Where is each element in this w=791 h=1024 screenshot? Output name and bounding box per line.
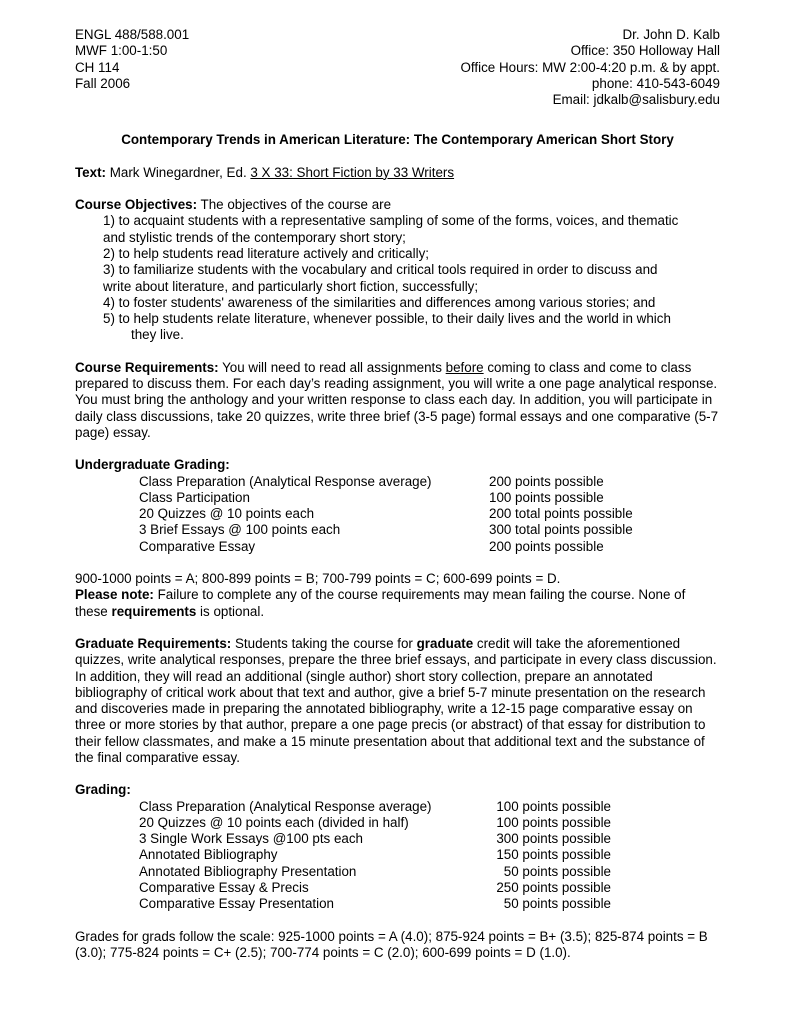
- instructor-office: Office: 350 Holloway Hall: [570, 43, 720, 59]
- course-title: Contemporary Trends in American Literature: The Contemporary American Short Story: [121, 132, 674, 148]
- grading-points: 200 points possible: [489, 538, 604, 554]
- objective-item: [103, 213, 720, 246]
- ug-grading-section: [75, 457, 720, 555]
- grad-scale: Grades for grads follow the scale: 925-1000 points = A (4.0); 875-924 points = B+ (3.5); 825-874 points = B (3.0); 775-824 points = C+ (2.5); 700-774 points = C (2.0); 600-699 points = D (1.0).: [75, 928, 708, 960]
- grading-points: 250 points possible: [496, 880, 611, 896]
- office-hours: Office Hours: MW 2:00-4:20 p.m. & by appt.: [460, 59, 720, 75]
- course-info: [75, 27, 189, 108]
- grad-requirements-section: [75, 636, 720, 766]
- text-author: Mark Winegardner, Ed.: [106, 164, 251, 180]
- grading-item: Annotated Bibliography Presentation: [139, 863, 357, 879]
- objective-line: 3) to familiarize students with the vocabulary and critical tools required in order to discuss and: [103, 262, 658, 278]
- grading-points: 200 total points possible: [489, 506, 633, 522]
- course-time: MWF 1:00-1:50: [75, 43, 168, 59]
- grading-row: [139, 474, 720, 490]
- grad-requirements-text: credit will take the aforementioned quizzes, write analytical responses, prepare the three brief essays, and participate in every class discussion. In addition, they will read an additional (single author) short story collection, prepare an annotated bibliography of critical work about that text and author, give a brief 5-7 minute presentation on the research and discoveries made in preparing the annotated bibliography, write a 12-15 page comparative essay on three or more stories by that author, prepare a one page precis (or abstract) of that essay for distribution to their fellow classmates, and make a 15 minute presentation about that additional text and the substance of the final comparative essay.: [75, 635, 717, 765]
- header: [75, 27, 720, 108]
- grading-item: Annotated Bibliography: [139, 847, 278, 863]
- grading-row: [139, 506, 720, 522]
- requirements-text: You will need to read all assignments: [218, 359, 446, 375]
- note-text: Failure to complete any of the course requirements may mean failing the course. None of these: [75, 587, 686, 619]
- grad-grading-table: [75, 799, 720, 913]
- grading-points: 300 points possible: [496, 831, 611, 847]
- grading-item: 3 Single Work Essays @100 pts each: [139, 831, 363, 847]
- grading-points: 150 points possible: [496, 847, 611, 863]
- ug-grading-table: [75, 474, 720, 555]
- objective-item: [103, 295, 720, 311]
- grading-points: 100 points possible: [496, 814, 611, 830]
- grading-row: [139, 522, 720, 538]
- grading-points: 50 points possible: [503, 896, 611, 912]
- grading-item: Comparative Essay Presentation: [139, 896, 335, 912]
- ug-scale: 900-1000 points = A; 800-899 points = B; 700-799 points = C; 600-699 points = D.: [75, 571, 561, 587]
- objective-line: 4) to foster students' awareness of the similarities and differences among various stories; and: [103, 294, 656, 310]
- grading-points: 200 points possible: [489, 473, 604, 489]
- grading-row: [139, 539, 720, 555]
- grading-row: [139, 831, 720, 847]
- grading-row: [139, 815, 720, 831]
- objective-line: 1) to acquaint students with a representative sampling of some of the forms, voices, and thematic: [103, 213, 679, 229]
- grading-row: [139, 896, 720, 912]
- grading-row: [139, 864, 720, 880]
- grading-item: 3 Brief Essays @ 100 points each: [139, 522, 341, 538]
- grading-row: [139, 847, 720, 863]
- objectives-list: [75, 213, 720, 343]
- instructor-info: [461, 27, 721, 108]
- requirements-emphasis: before: [445, 359, 484, 375]
- objective-item: [103, 246, 720, 262]
- ug-scale-section: [75, 571, 720, 620]
- requirements-text: coming to class and come to class prepared to discuss them. For each day’s reading assignment, you will write a one page analytical response. You must bring the anthology and your written response to class each day. In addition, you will participate in daily class discussions, take 20 quizzes, write three brief (3-5 page) formal essays and one comparative (5-7 page) essay.: [75, 359, 719, 440]
- grading-item: Class Preparation (Analytical Response average): [139, 798, 432, 814]
- grad-requirements-label: Graduate Requirements:: [75, 635, 232, 651]
- note-text: is optional.: [196, 603, 265, 619]
- grading-row: [139, 799, 720, 815]
- course-room: CH 114: [75, 59, 120, 75]
- grading-item: Comparative Essay: [139, 538, 256, 554]
- grading-item: 20 Quizzes @ 10 points each: [139, 506, 315, 522]
- objective-line: they live.: [131, 327, 184, 343]
- grad-requirements-text: Students taking the course for: [231, 635, 417, 651]
- objectives-intro: The objectives of the course are: [197, 197, 392, 213]
- note-emphasis: requirements: [111, 603, 197, 619]
- instructor-email: Email: jdkalb@salisbury.edu: [552, 92, 720, 108]
- requirements-section: [75, 360, 720, 441]
- grading-item: Comparative Essay & Precis: [139, 880, 309, 896]
- objectives-section: [75, 197, 720, 344]
- grading-item: Class Preparation (Analytical Response average): [139, 473, 432, 489]
- please-note: [75, 587, 720, 620]
- instructor-phone: phone: 410-543-6049: [591, 75, 720, 91]
- grading-points: 300 total points possible: [489, 522, 633, 538]
- objective-item: [103, 311, 720, 344]
- grading-row: [139, 490, 720, 506]
- syllabus-page: [75, 27, 720, 961]
- objective-line: write about literature, and particularly short fiction, successfully;: [103, 278, 479, 294]
- grad-grading-section: [75, 782, 720, 912]
- ug-grading-label: Undergraduate Grading:: [75, 457, 230, 473]
- text-line: [75, 165, 720, 181]
- grad-grading-label: Grading:: [75, 782, 131, 798]
- grading-item: 20 Quizzes @ 10 points each (divided in half): [139, 814, 409, 830]
- instructor-name: Dr. John D. Kalb: [622, 27, 720, 42]
- grading-item: Class Participation: [139, 489, 250, 505]
- objective-line: 2) to help students read literature actively and critically;: [103, 245, 429, 261]
- objective-line: and stylistic trends of the contemporary short story;: [103, 229, 406, 245]
- grading-row: [139, 880, 720, 896]
- grading-points: 50 points possible: [503, 863, 611, 879]
- objective-item: [103, 262, 720, 295]
- grading-points: 100 points possible: [489, 489, 604, 505]
- course-code: ENGL 488/588.001: [75, 27, 190, 42]
- objectives-label: Course Objectives:: [75, 197, 198, 213]
- objective-line: 5) to help students relate literature, whenever possible, to their daily lives and the world in which: [103, 311, 671, 327]
- note-label: Please note:: [75, 587, 154, 603]
- text-label: Text:: [75, 164, 106, 180]
- course-term: Fall 2006: [75, 75, 131, 91]
- requirements-label: Course Requirements:: [75, 359, 219, 375]
- text-book-title: 3 X 33: Short Fiction by 33 Writers: [250, 164, 455, 180]
- grading-points: 100 points possible: [496, 798, 611, 814]
- grad-requirements-emphasis: graduate: [416, 635, 474, 651]
